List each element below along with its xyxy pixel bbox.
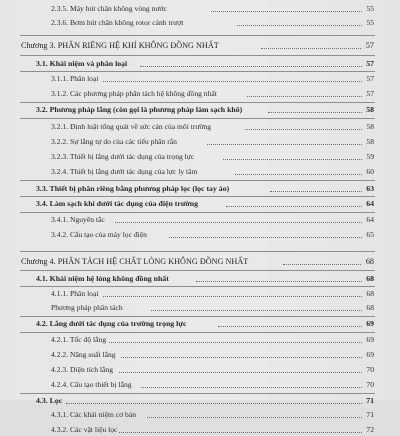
separator-line <box>20 212 375 213</box>
toc-entry-title: 3.1.2. Các phương pháp phân tách hệ không đồng nhất <box>51 89 217 98</box>
toc-entry-title: 4.3.2. Các vật liệu lọc <box>51 425 118 434</box>
toc-section-entry[interactable] <box>36 183 374 195</box>
separator-line <box>20 316 375 317</box>
dot-leader <box>169 237 362 238</box>
toc-entry-page: 65 <box>366 230 374 239</box>
toc-entry-title: 4.2. Lắng dưới tác dụng của trường trọng lực <box>36 319 187 328</box>
toc-entry-title: 3.4. Làm sạch khí dưới tác dụng của điện trường <box>36 199 199 208</box>
toc-entry-page: 68 <box>366 289 374 298</box>
dot-leader <box>196 281 362 282</box>
dot-leader <box>207 144 362 145</box>
dot-leader <box>103 81 362 82</box>
dot-leader <box>211 11 362 12</box>
dot-leader <box>119 372 362 373</box>
dot-leader <box>147 417 362 418</box>
toc-entry-page: 55 <box>366 4 374 13</box>
toc-entry-page: 58 <box>366 137 374 146</box>
separator-line <box>20 102 375 103</box>
toc-entry-page: 72 <box>366 425 374 434</box>
dot-leader <box>223 159 362 160</box>
dot-leader <box>237 25 362 26</box>
separator-line <box>20 270 375 271</box>
separator-line <box>20 180 375 181</box>
toc-entry-title: 4.1.1. Phân loại <box>51 289 99 298</box>
toc-entry-title: 3.2.2. Sự lắng tự do của các tiểu phân rắn <box>51 137 177 146</box>
toc-entry[interactable] <box>51 166 374 178</box>
toc-entry-title: 3.2.1. Định luật tổng quát về sức cản của môi trường <box>51 122 212 131</box>
toc-entry-page: 57 <box>366 89 374 98</box>
toc-entry[interactable] <box>51 288 374 300</box>
toc-entry[interactable] <box>51 424 374 436</box>
separator-line <box>20 286 375 287</box>
toc-entry-page: 59 <box>366 152 374 161</box>
toc-entry-page: 71 <box>366 410 374 419</box>
toc-entry[interactable] <box>51 151 374 163</box>
toc-entry-title: 3.2. Phương pháp lắng (còn gọi là phương pháp làm sạch khô) <box>36 105 243 114</box>
dot-leader <box>226 206 362 207</box>
toc-entry-page: 68 <box>366 274 374 283</box>
toc-entry[interactable] <box>51 334 374 346</box>
toc-entry-title: 3.2.4. Thiết bị lắng dưới tác dụng của lực ly tâm <box>51 167 198 176</box>
dot-leader <box>119 432 362 433</box>
toc-section-entry[interactable] <box>36 198 374 210</box>
toc-entry-title: Chương 3. PHÂN RIÊNG HỆ KHÍ KHÔNG ĐỒNG NHẤT <box>21 41 219 50</box>
toc-entry[interactable] <box>51 3 374 15</box>
toc-entry-page: 57 <box>366 74 374 83</box>
toc-chapter-entry[interactable] <box>21 40 374 52</box>
toc-entry-title: 2.3.6. Bơm hút chân không rotor cánh trượt <box>51 18 184 27</box>
toc-entry-title: 3.4.1. Nguyên tắc <box>51 215 105 224</box>
toc-entry-title: Phương pháp phân tách <box>51 303 123 312</box>
toc-entry-title: 4.2.1. Tốc độ lắng <box>51 335 107 344</box>
toc-section-entry[interactable] <box>36 58 374 70</box>
toc-entry-page: 70 <box>366 365 374 374</box>
toc-entry[interactable] <box>51 364 374 376</box>
toc-entry-title: 4.3.1. Các khái niệm cơ bản <box>51 410 136 419</box>
toc-entry-page: 68 <box>366 303 374 312</box>
separator-line <box>20 35 375 36</box>
toc-chapter-entry[interactable] <box>21 256 374 268</box>
toc-entry[interactable] <box>51 121 374 133</box>
separator-line <box>20 55 375 56</box>
toc-entry-page: 55 <box>366 18 374 27</box>
separator-line <box>20 196 375 197</box>
toc-section-entry[interactable] <box>36 395 374 407</box>
dot-leader <box>245 129 362 130</box>
dot-leader <box>66 403 362 404</box>
toc-entry-title: 4.2.4. Cấu tạo thiết bị lắng <box>51 380 132 389</box>
dot-leader <box>270 191 362 192</box>
toc-entry-title: 4.2.3. Diện tích lắng <box>51 365 114 374</box>
dot-leader <box>218 326 362 327</box>
toc-entry[interactable] <box>51 349 374 361</box>
toc-entry-title: 3.1. Khái niệm và phân loại <box>36 59 128 68</box>
toc-entry[interactable] <box>51 136 374 148</box>
toc-entry[interactable] <box>51 302 374 314</box>
toc-entry-page: 69 <box>366 350 374 359</box>
toc-entry-title: Chương 4. PHÂN TÁCH HỆ CHẤT LỎNG KHÔNG ĐỒNG NHẤT <box>21 257 249 266</box>
dot-leader <box>268 112 362 113</box>
toc-entry[interactable] <box>51 214 374 226</box>
toc-entry-page: 64 <box>366 199 374 208</box>
toc-entry-page: 64 <box>366 215 374 224</box>
toc-entry[interactable] <box>51 17 374 29</box>
toc-entry-page: 57 <box>365 41 374 50</box>
separator-line <box>20 332 375 333</box>
dot-leader <box>151 310 362 311</box>
toc-entry[interactable] <box>51 229 374 241</box>
dot-leader <box>109 342 362 343</box>
toc-entry-title: 4.1. Khái niệm hệ lỏng không đồng nhất <box>36 274 169 283</box>
toc-entry-title: 4.3. Lọc <box>36 396 63 405</box>
toc-section-entry[interactable] <box>36 104 374 116</box>
toc-entry-page: 58 <box>366 122 374 131</box>
separator-line <box>20 71 375 72</box>
dot-leader <box>115 222 362 223</box>
toc-entry-page: 70 <box>366 380 374 389</box>
toc-entry-title: 4.2.2. Năng suất lắng <box>51 350 116 359</box>
dot-leader <box>261 48 361 49</box>
separator-line <box>20 251 375 252</box>
toc-entry-title: 3.1.1. Phân loại <box>51 74 99 83</box>
dot-leader <box>141 387 362 388</box>
separator-line <box>20 118 375 119</box>
toc-entry[interactable] <box>51 409 374 421</box>
dot-leader <box>140 66 362 67</box>
dot-leader <box>283 264 361 265</box>
toc-entry-page: 58 <box>366 105 374 114</box>
dot-leader <box>121 357 362 358</box>
toc-section-entry[interactable] <box>36 273 374 285</box>
dot-leader <box>235 174 362 175</box>
toc-entry-title: 3.3. Thiết bị phân riêng bằng phương pháp lọc (lọc tay áo) <box>36 184 230 193</box>
toc-entry-page: 69 <box>366 335 374 344</box>
toc-entry[interactable] <box>51 88 374 100</box>
toc-entry-title: 2.3.5. Máy hút chân không vòng nước <box>51 4 167 13</box>
toc-entry-page: 60 <box>366 167 374 176</box>
toc-entry-page: 63 <box>366 184 374 193</box>
toc-entry-title: 3.2.3. Thiết bị lắng dưới tác dụng của trọng lực <box>51 152 195 161</box>
toc-entry[interactable] <box>51 73 374 85</box>
toc-entry[interactable] <box>51 379 374 391</box>
toc-entry-title: 3.4.2. Cấu tạo của máy lọc điện <box>51 230 147 239</box>
toc-entry-page: 69 <box>366 319 374 328</box>
toc-entry-page: 68 <box>365 257 374 266</box>
toc-entry-page: 71 <box>366 396 374 405</box>
dot-leader <box>103 296 362 297</box>
separator-line <box>20 393 375 394</box>
dot-leader <box>247 96 362 97</box>
toc-entry-page: 57 <box>366 59 374 68</box>
toc-section-entry[interactable] <box>36 318 374 330</box>
